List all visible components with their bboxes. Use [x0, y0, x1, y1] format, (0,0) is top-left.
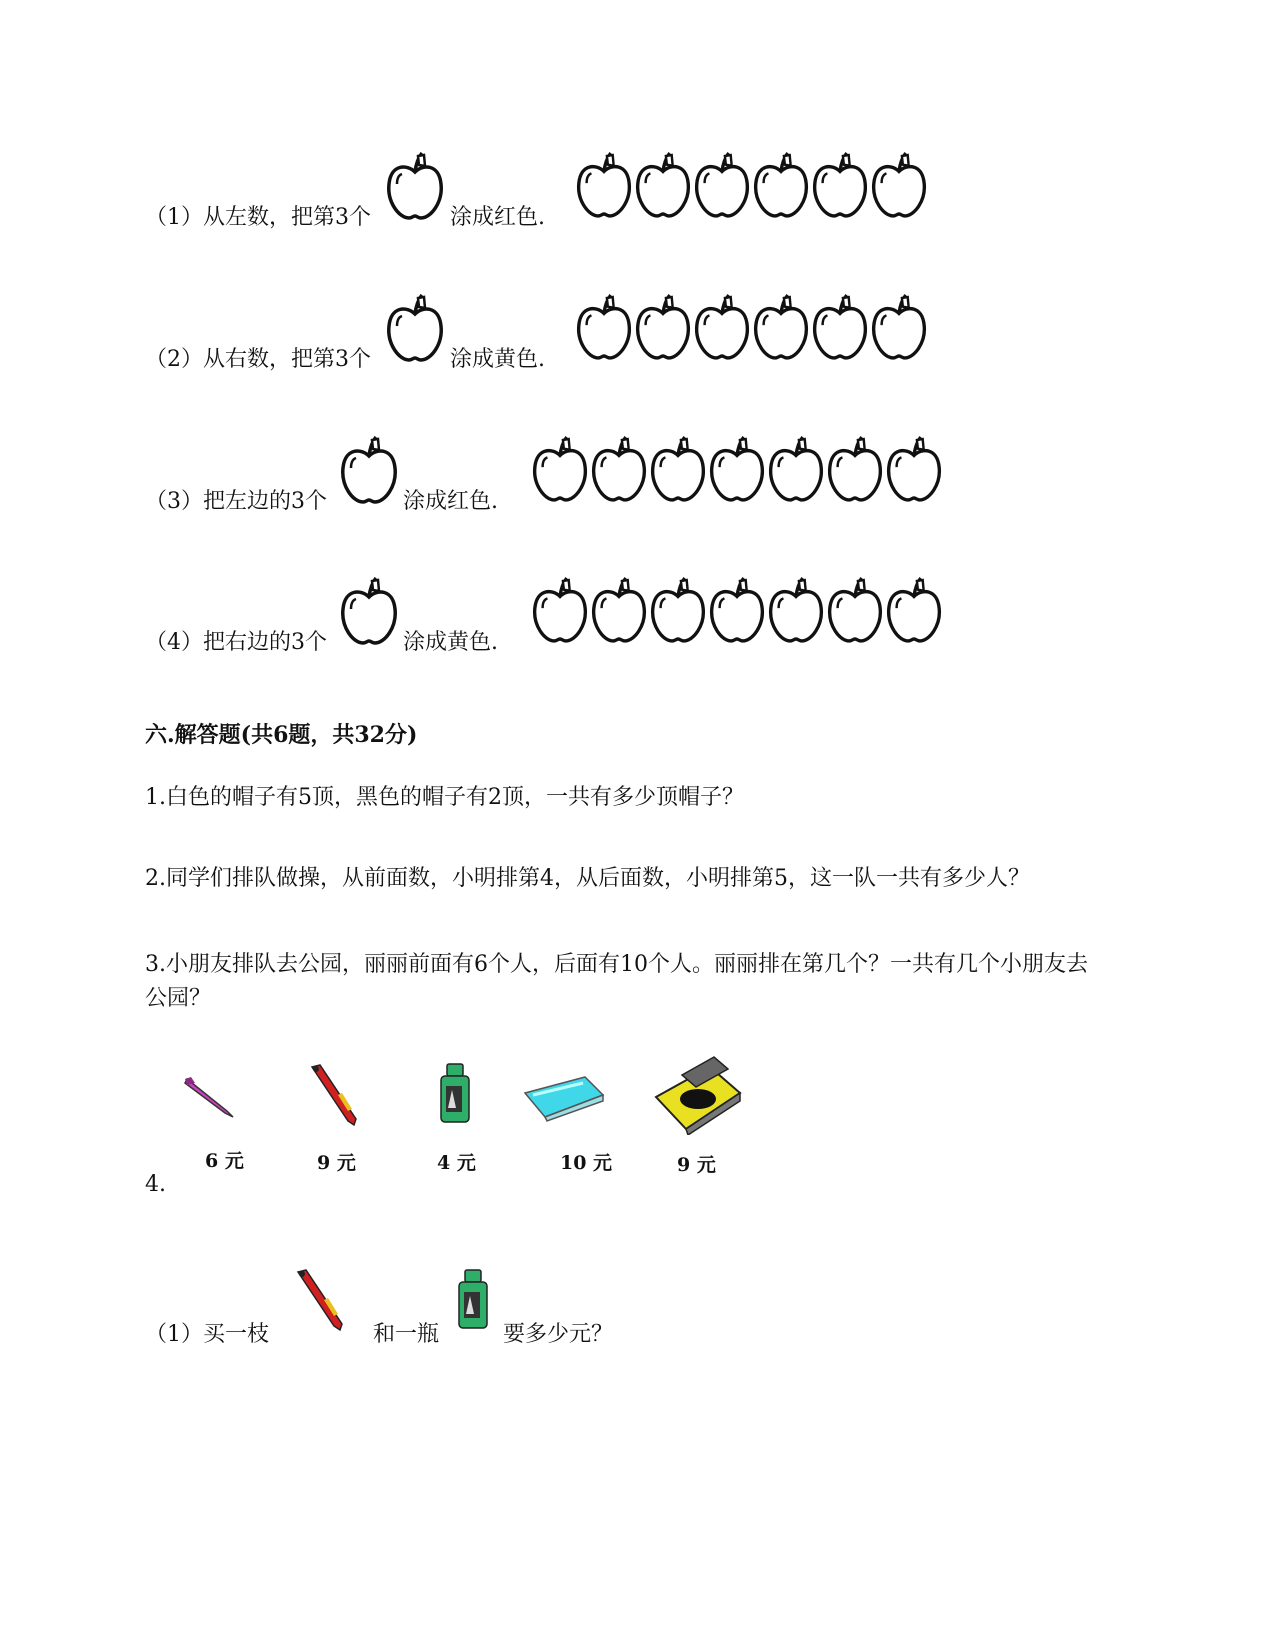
- pen-icon: [183, 1073, 237, 1119]
- apple-icon: [575, 150, 633, 220]
- apple-icon: [649, 434, 707, 504]
- apple-icon: [338, 575, 400, 647]
- apple-icon: [752, 292, 810, 362]
- q1-prefix: （1）从左数，把第3个: [145, 205, 371, 230]
- price-label: 9 元: [677, 1154, 716, 1176]
- price-label: 10 元: [560, 1152, 613, 1174]
- problem-3: 3.小朋友排队去公园，丽丽前面有6个人，后面有10个人。丽丽排在第几个？一共有几个小朋友去公园？: [145, 952, 1088, 1011]
- apple-icon: [885, 434, 943, 504]
- apple-icon: [752, 150, 810, 220]
- q2-prefix: （2）从右数，把第3个: [145, 347, 371, 372]
- apple-icon: [590, 575, 648, 645]
- problem-1: 1.白色的帽子有5顶，黑色的帽子有2顶，一共有多少顶帽子？: [145, 785, 744, 810]
- apple-icon: [590, 434, 648, 504]
- ink-bottle-icon: [456, 1268, 490, 1332]
- q3-apple-row: [531, 434, 944, 504]
- ink-bottle-icon: [438, 1062, 472, 1126]
- q1-apple-row: [575, 150, 929, 220]
- apple-icon: [811, 150, 869, 220]
- apple-icon: [531, 434, 589, 504]
- pencil-case-icon: [523, 1073, 605, 1123]
- section-heading: 六.解答题(共6题，共32分): [145, 722, 418, 748]
- apple-icon: [708, 434, 766, 504]
- apple-icon: [634, 150, 692, 220]
- q4-apple-row: [531, 575, 944, 645]
- apple-icon: [708, 575, 766, 645]
- apple-icon: [575, 292, 633, 362]
- apple-icon: [384, 150, 446, 222]
- apple-icon: [811, 292, 869, 362]
- apple-icon: [693, 292, 751, 362]
- pencil-icon: [294, 1268, 346, 1332]
- apple-icon: [885, 575, 943, 645]
- apple-icon: [870, 292, 928, 362]
- sub1-part-a: （1）买一枝: [145, 1322, 269, 1347]
- apple-icon: [870, 150, 928, 220]
- pencil-icon: [308, 1063, 360, 1127]
- q3-suffix: 涂成红色.: [403, 489, 498, 514]
- price-label: 4 元: [437, 1152, 476, 1174]
- q4-prefix: （4）把右边的3个: [145, 630, 327, 655]
- apple-icon: [634, 292, 692, 362]
- sub1-part-b: 和一瓶: [373, 1322, 440, 1347]
- sub1-part-c: 要多少元？: [503, 1322, 614, 1347]
- q4-suffix: 涂成黄色.: [403, 630, 498, 655]
- apple-icon: [649, 575, 707, 645]
- apple-icon: [826, 434, 884, 504]
- apple-icon: [767, 434, 825, 504]
- apple-icon: [338, 434, 400, 506]
- price-label: 6 元: [205, 1150, 244, 1172]
- apple-icon: [767, 575, 825, 645]
- apple-icon: [384, 292, 446, 364]
- apple-icon: [531, 575, 589, 645]
- problem-2: 2.同学们排队做操，从前面数，小明排第4，从后面数，小明排第5，这一队一共有多少人？: [145, 866, 1030, 891]
- q1-suffix: 涂成红色.: [450, 205, 545, 230]
- q2-suffix: 涂成黄色.: [450, 347, 545, 372]
- apple-icon: [826, 575, 884, 645]
- q3-prefix: （3）把左边的3个: [145, 489, 327, 514]
- problem-4-number: 4.: [145, 1172, 166, 1197]
- price-label: 9 元: [317, 1152, 356, 1174]
- sharpener-icon: [652, 1053, 744, 1135]
- apple-icon: [693, 150, 751, 220]
- q2-apple-row: [575, 292, 929, 362]
